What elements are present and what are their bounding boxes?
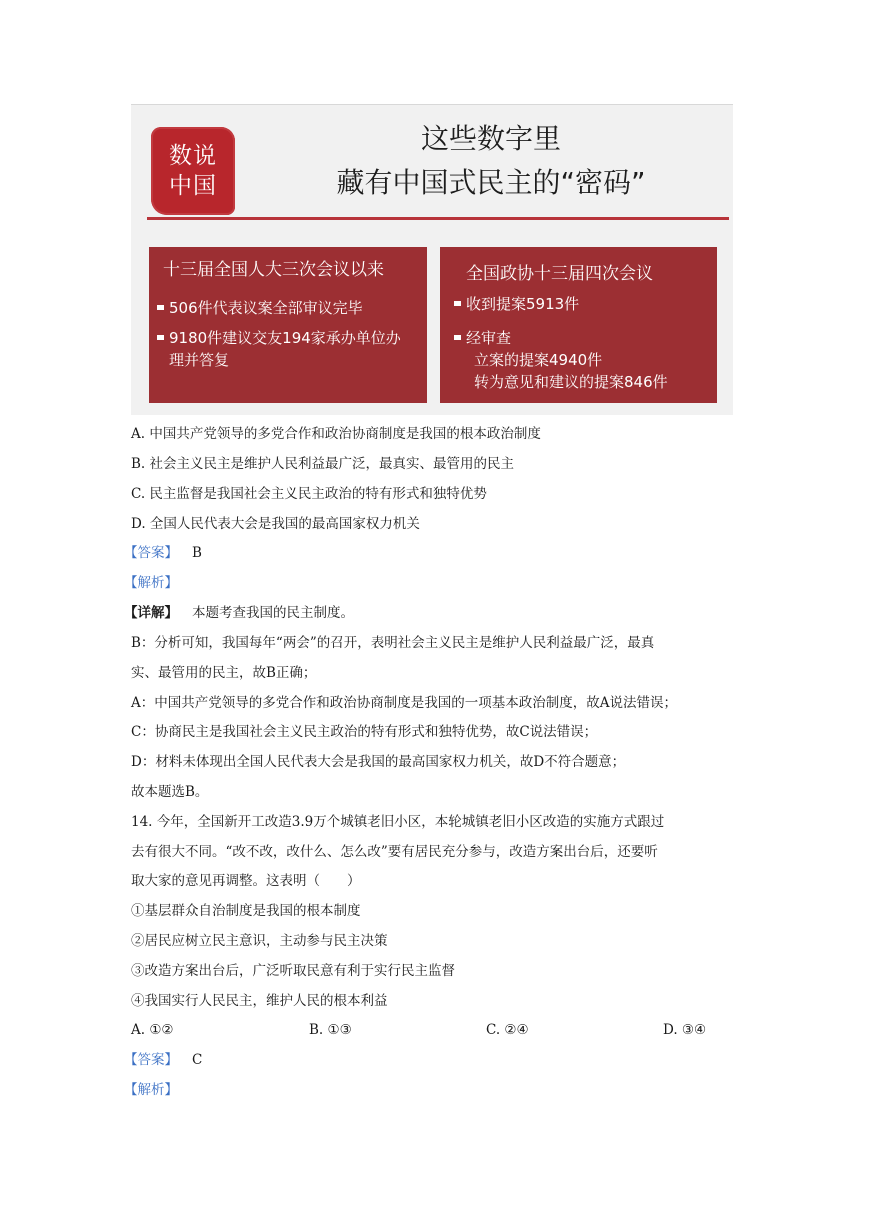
- headline-line1: 这些数字里: [420, 122, 561, 155]
- headline-line2: 藏有中国式民主的“密码”: [336, 166, 646, 199]
- npc-bullet-2: 9180件建议交友194家承办单位办: [157, 327, 401, 349]
- infographic-headline: [271, 117, 711, 205]
- choice-d: D. ③④: [663, 1022, 707, 1038]
- seal-text-line1: 数说: [169, 143, 217, 169]
- cppcc-bullet-2-line3: 转为意见和建议的提案846件: [474, 373, 668, 391]
- infographic-image: [131, 104, 733, 415]
- choice-a: A. ①②: [131, 1022, 174, 1038]
- choice-b: B. ①③: [309, 1022, 352, 1038]
- answer-label: 【答案】: [124, 545, 178, 561]
- bullet-icon: [157, 305, 164, 310]
- detail-text: 本题考查我国的民主制度。: [192, 605, 354, 621]
- npc-bullet-2-cont: 理并答复: [169, 351, 230, 369]
- npc-panel: [149, 247, 427, 403]
- cppcc-bullet-1: 收到提案5913件: [454, 293, 579, 315]
- bullet-icon: [454, 301, 461, 306]
- npc-bullet-1: 506件代表议案全部审议完毕: [157, 297, 363, 319]
- bullet-icon: [157, 335, 164, 340]
- npc-panel-title: 十三届全国人大三次会议以来: [163, 260, 384, 280]
- answer-value: B: [192, 545, 202, 561]
- detail-label: 【详解】: [124, 605, 178, 621]
- divider-rule: [147, 217, 729, 220]
- cppcc-bullet-2: 经审查: [454, 327, 511, 349]
- cppcc-bullet-2-line2: 立案的提案4940件: [474, 351, 603, 369]
- answer-value: C: [192, 1052, 203, 1068]
- answer-label: 【答案】: [124, 1052, 178, 1068]
- bullet-icon: [454, 335, 461, 340]
- choice-c: C. ②④: [486, 1022, 529, 1038]
- seal-logo: [151, 127, 235, 215]
- cppcc-panel: [440, 247, 717, 403]
- cppcc-panel-title: 全国政协十三届四次会议: [466, 264, 653, 284]
- seal-text-line2: 中国: [169, 173, 217, 199]
